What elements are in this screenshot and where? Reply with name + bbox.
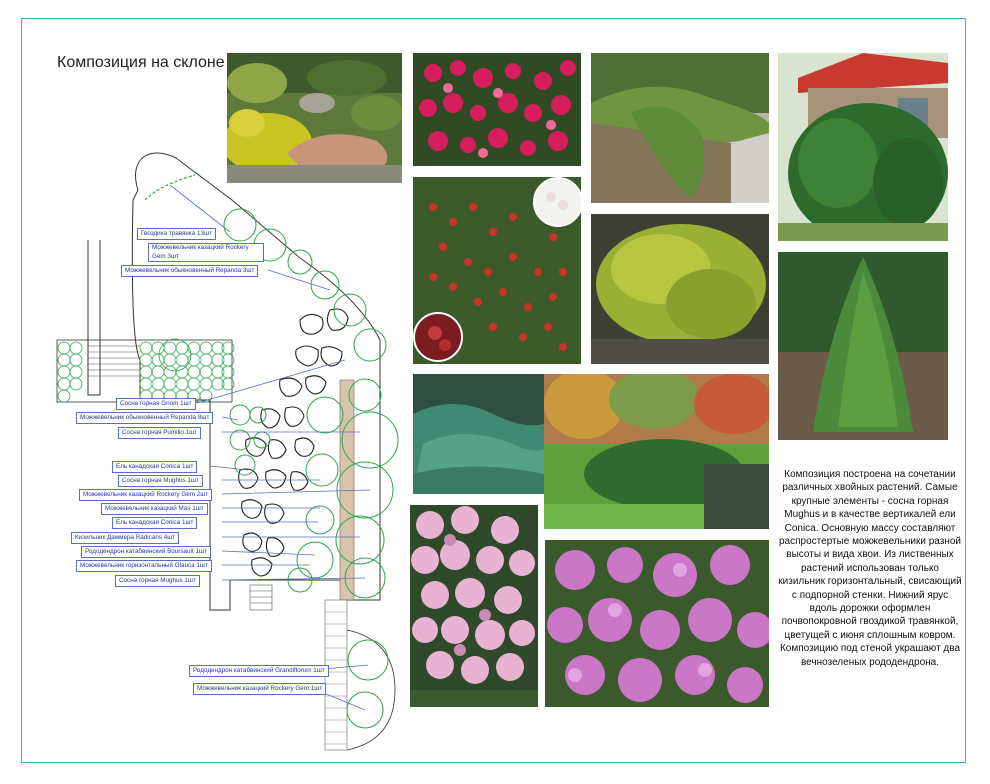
label-juniper-repanda-8: Можжевельник обыкновенный Repanda 8шт [76,412,213,424]
photo-rhododendron-closeup [545,540,769,707]
label-cotoneaster: Кизильник Даммера Radicans 4шт [71,532,179,544]
label-spruce-conica: Ель канадская Conica 1шт [112,461,197,473]
photo-slope-garden [227,53,402,183]
page-title: Композиция на склоне [57,54,225,71]
photo-juniper-blue [413,374,544,494]
label-dianthus: Гвоздика травянка 13шт [137,228,216,240]
label-juniper-rockery-gem-3: Можжевельник казацкий Rockery Gem 3шт [148,243,264,262]
photo-cotoneaster [413,177,581,364]
steps [88,346,140,376]
left-strip [88,240,100,395]
photo-juniper-wall [591,53,769,203]
label-pine-mughus: Сосна горная Mughus 1шт [118,475,203,487]
label-pine-mughus-2: Сосна горная Mughus 1шт [115,575,200,587]
photo-dianthus [413,53,581,166]
composition-description: Композиция построена на сочетании различных хвойных растений. Самые крупные элементы - сосна горная Mughus и в качестве вертикалей ели Conica. Основную массу составляют распростертые можжевельники разной высоты и вида хвои. Из лиственных растений использован только кизильник горизонтальный, свисающий с подпорной стенки. Нижний ярус вдоль дорожки оформлен почвопокровной гвоздикой травянкой, цветущей с июня сплошным ковром. Композицию под стеной украшают два вечнозеленых рододендрона. [778,469,962,668]
photo-spruce-conica [778,252,948,440]
label-juniper-mas: Можжевельник казацкий Mas 1шт [101,503,208,515]
photo-pine-pond [544,374,769,529]
label-juniper-repanda-3: Можжевельник обыкновенный Repanda 3шт [121,265,258,277]
plant-circles [224,209,398,728]
stones [239,309,348,576]
label-rhododendron-boursault: Рододендрон катабвинский Boursault 1шт [81,546,211,558]
photo-rhododendron-bush [410,505,538,707]
horizontal-path [57,340,232,402]
dianthus-border [58,342,234,402]
label-juniper-rockery-gem-2: Можжевельник казацкий Rockery Gem 2шт [79,489,212,501]
photo-juniper-yellow [591,214,769,364]
label-pine-pumilio: Сосна горная Pumilio 1шт [118,427,201,439]
label-pine-gnom: Сосна горная Gnom 1шт [116,398,196,410]
label-rhododendron-grandiflorum: Рододендрон катабвинский Grandiflorum 1шт [189,665,329,677]
photo-pine-mughus [778,53,948,241]
retaining-wall [340,380,354,600]
label-juniper-glauca: Можжевельник горизонтальный Glauca 1шт [76,560,212,572]
label-spruce-conica-2: Ель канадская Conica 1шт [112,517,197,529]
label-juniper-rockery-gem-1: Можжевельник казацкий Rockery Gem 1шт [193,683,326,695]
